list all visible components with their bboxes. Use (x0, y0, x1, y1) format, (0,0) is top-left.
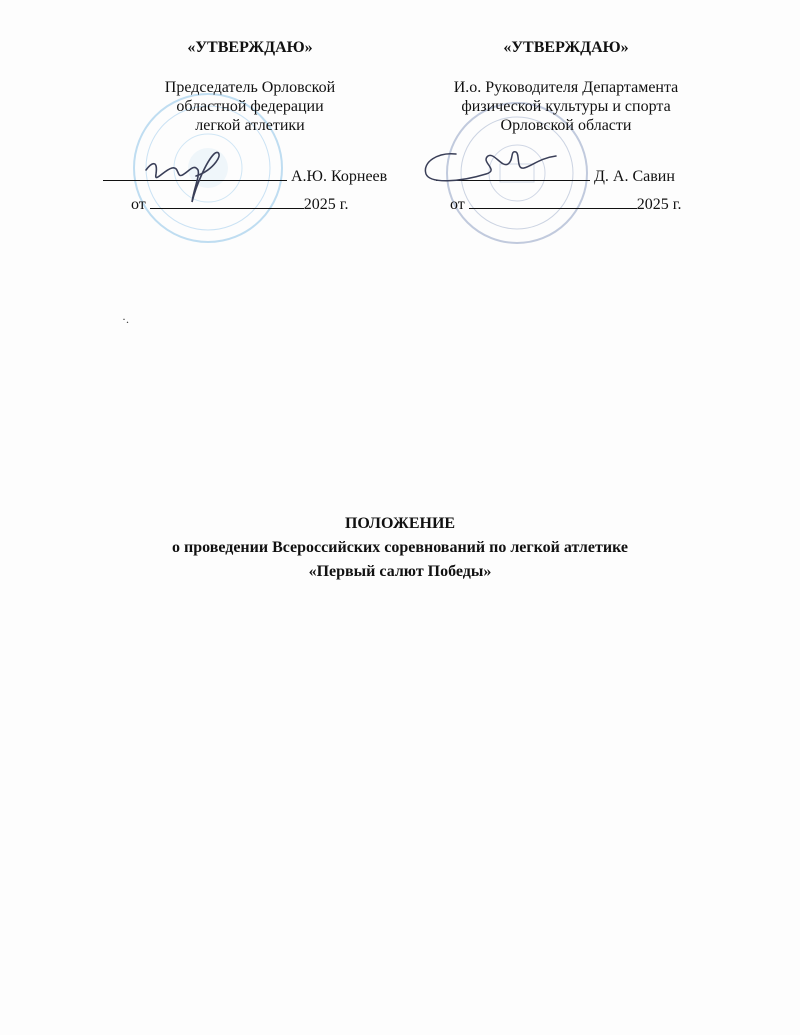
left-role-line: областной федерации (176, 98, 324, 115)
right-date-suffix: 2025 г. (636, 196, 682, 213)
left-date-suffix: 2025 г. (303, 196, 349, 213)
left-date-prefix: от (131, 196, 146, 213)
left-approval-heading: «УТВЕРЖДАЮ» (187, 39, 313, 56)
left-approval-block (90, 38, 410, 135)
left-approver-name: А.Ю. Корнеев (291, 168, 388, 185)
right-approval-heading: «УТВЕРЖДАЮ» (503, 39, 629, 56)
event-name: «Первый салют Победы» (308, 563, 492, 580)
right-role-line: И.о. Руководителя Департамента (453, 79, 679, 96)
left-role-line: Председатель Орловской (164, 79, 336, 96)
document-subtitle: о проведении Всероссийских соревнований по легкой атлетике (171, 539, 629, 556)
right-role-line: Орловской области (500, 117, 632, 134)
document-title-block (0, 512, 800, 584)
left-date-line (131, 194, 349, 214)
left-signature-line (103, 166, 387, 186)
stray-mark: ·. (122, 312, 129, 326)
right-date-prefix: от (450, 196, 465, 213)
right-date-line (450, 194, 682, 214)
right-approval-block (406, 38, 726, 135)
right-role-line: физической культуры и спорта (461, 98, 671, 115)
document-title: ПОЛОЖЕНИЕ (344, 515, 456, 532)
right-signature-line (436, 166, 675, 186)
left-approver-role (90, 78, 410, 135)
right-approver-name: Д. А. Савин (594, 168, 675, 185)
right-approver-role (406, 78, 726, 135)
left-role-line: легкой атлетики (195, 117, 305, 134)
